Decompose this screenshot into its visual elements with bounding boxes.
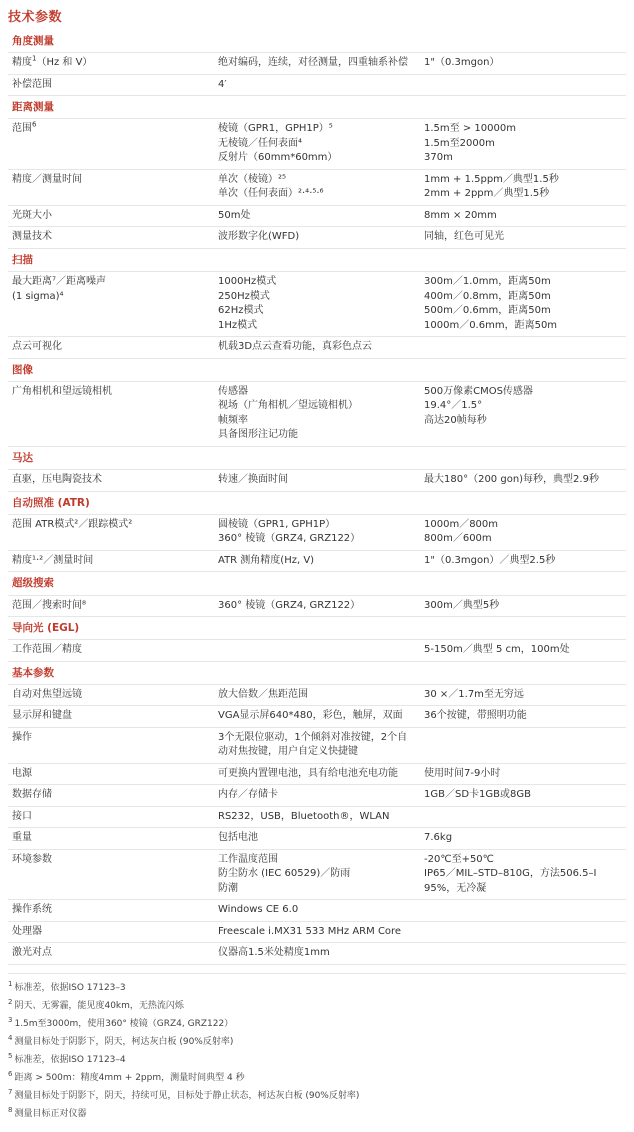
- spec-value: [420, 785, 626, 807]
- spec-label: 补偿范围: [8, 74, 214, 96]
- spec-detail-line: 仪器高1.5米处精度1mm: [218, 947, 330, 959]
- spec-value: [420, 900, 626, 922]
- spec-row: [8, 706, 626, 728]
- spec-detail-line: VGA显示屏640*480，彩色，触屏，双面: [218, 710, 403, 722]
- spec-value-line: 1"（0.3mgon）: [424, 57, 500, 69]
- spec-label: 最大距离⁷／距离噪声 (1 sigma)⁴: [8, 272, 214, 337]
- spec-row: [8, 381, 626, 446]
- section-heading: 基本参数: [8, 661, 626, 684]
- spec-detail: [214, 53, 420, 75]
- spec-value-line: 1GB／SD卡1GB或8GB: [424, 789, 531, 801]
- section-header-row: [8, 617, 626, 640]
- spec-detail: [214, 272, 420, 337]
- spec-detail-line: Freescale i.MX31 533 MHz ARM Core: [218, 925, 402, 937]
- spec-detail: [214, 706, 420, 728]
- spec-detail-line: 360° 棱镜（GRZ4, GRZ122）: [218, 599, 361, 611]
- footnote-item: [8, 1033, 626, 1051]
- spec-value: [420, 337, 626, 359]
- spec-detail-line: 50m处: [218, 209, 251, 221]
- section-heading: 扫描: [8, 248, 626, 271]
- page-title: 技术参数: [8, 10, 63, 25]
- spec-value-line: -20℃至+50℃: [424, 853, 494, 865]
- spec-detail-line: [218, 643, 416, 658]
- spec-label: 自动对焦望远镜: [8, 684, 214, 706]
- spec-value-line: 1"（0.3mgon）／典型2.5秒: [424, 554, 556, 566]
- spec-row: [8, 849, 626, 900]
- spec-value-line: 1.5m至 > 10000m: [424, 123, 516, 135]
- spec-detail-line: 内存／存储卡: [218, 789, 278, 801]
- footnote-item: [8, 1015, 626, 1033]
- spec-row: [8, 53, 626, 75]
- spec-label: 精度$^1$（Hz 和 V）: [8, 53, 214, 75]
- spec-row: [8, 169, 626, 205]
- spec-detail-line: 波形数字化(WFD): [218, 231, 300, 243]
- spec-value-line: 最大180°（200 gon)每秒，典型2.9秒: [424, 474, 599, 486]
- spec-label-line2: (1 sigma)⁴: [12, 290, 64, 302]
- spec-row: [8, 763, 626, 785]
- spec-row: [8, 943, 626, 965]
- spec-detail: [214, 684, 420, 706]
- spec-value-line: 95%，无冷凝: [424, 882, 487, 894]
- spec-value-line: 1000m／0.6mm，距离50m: [424, 319, 558, 331]
- spec-detail: [214, 119, 420, 170]
- spec-row: [8, 595, 626, 617]
- spec-value-line: [424, 925, 622, 940]
- spec-detail: [214, 900, 420, 922]
- spec-detail: [214, 227, 420, 249]
- spec-row: [8, 514, 626, 550]
- section-header-row: [8, 446, 626, 469]
- spec-value-line: 300m／1.0mm，距离50m: [424, 276, 551, 288]
- spec-value-line: 1.5m至2000m: [424, 137, 495, 149]
- footnote-number: 2: [8, 997, 13, 1006]
- spec-label: 处理器: [8, 921, 214, 943]
- spec-value-line: 800m／600m: [424, 533, 492, 545]
- spec-row: [8, 900, 626, 922]
- spec-value: [420, 943, 626, 965]
- spec-value: [420, 806, 626, 828]
- spec-value-line: [424, 428, 622, 443]
- section-heading: 导向光 (EGL): [8, 617, 626, 640]
- spec-value: [420, 227, 626, 249]
- footnote-number: 8: [8, 1105, 13, 1114]
- footnote-item: [8, 1087, 626, 1105]
- spec-value-line: 36个按键，带照明功能: [424, 710, 527, 722]
- section-header-row: [8, 248, 626, 271]
- spec-detail: [214, 205, 420, 227]
- spec-value-line: 2mm + 2ppm／典型1.5秒: [424, 188, 550, 200]
- spec-detail-line: 1000Hz模式: [218, 276, 277, 288]
- spec-value: [420, 470, 626, 492]
- spec-detail: [214, 169, 420, 205]
- spec-detail: [214, 828, 420, 850]
- section-heading: 超级搜索: [8, 572, 626, 595]
- spec-row: [8, 640, 626, 662]
- spec-detail-line: 防尘防水 (IEC 60529)／防雨: [218, 868, 351, 880]
- spec-label: 操作: [8, 727, 214, 763]
- spec-label: 重量: [8, 828, 214, 850]
- spec-row: [8, 470, 626, 492]
- footnote-text: 测量目标处于阴影下，阴天，持续可见，目标处于静止状态，柯达灰白板 (90%反射率): [14, 1090, 360, 1101]
- spec-value-line: 1mm + 1.5ppm／典型1.5秒: [424, 173, 559, 185]
- spec-value: [420, 849, 626, 900]
- spec-detail: [214, 943, 420, 965]
- spec-detail: [214, 849, 420, 900]
- spec-label: 广角相机和望远镜相机: [8, 381, 214, 446]
- spec-detail-line: 360° 棱镜（GRZ4, GRZ122）: [218, 533, 361, 545]
- spec-detail-line: 圆棱镜（GPR1, GPH1P）: [218, 518, 336, 530]
- footnote-number: 6: [8, 1069, 13, 1078]
- spec-value: [420, 514, 626, 550]
- footnote-text: 阴天、无雾霾，能见度40km，无热流闪烁: [14, 1000, 184, 1011]
- spec-detail: [214, 550, 420, 572]
- spec-label-tail: （Hz 和 V）: [36, 57, 93, 69]
- spec-value-line: 500万像素CMOS传感器: [424, 385, 533, 397]
- spec-detail: [214, 74, 420, 96]
- spec-row: [8, 785, 626, 807]
- spec-row: [8, 921, 626, 943]
- footnote-item: [8, 997, 626, 1015]
- spec-value: [420, 53, 626, 75]
- spec-detail: [214, 785, 420, 807]
- footnote-item: [8, 979, 626, 997]
- spec-value: [420, 640, 626, 662]
- spec-value: [420, 763, 626, 785]
- spec-table: [8, 30, 626, 965]
- spec-value-line: 1000m／800m: [424, 518, 499, 530]
- spec-detail-line: 250Hz模式: [218, 290, 270, 302]
- spec-detail: [214, 514, 420, 550]
- spec-label: 电源: [8, 763, 214, 785]
- spec-row: [8, 272, 626, 337]
- spec-value: [420, 205, 626, 227]
- spec-value: [420, 550, 626, 572]
- section-heading: 角度测量: [8, 30, 626, 53]
- footnote-text: 1.5m至3000m，使用360° 棱镜（GRZ4, GRZ122）: [14, 1018, 234, 1029]
- spec-value-line: [424, 340, 622, 355]
- footnote-text: 标准差，依据ISO 17123–4: [14, 1054, 126, 1065]
- footnote-number: 5: [8, 1051, 13, 1060]
- section-header-row: [8, 96, 626, 119]
- spec-value-line: 使用时间7-9小时: [424, 767, 501, 779]
- spec-value: [420, 595, 626, 617]
- spec-detail-line: 放大倍数／焦距范围: [218, 688, 308, 700]
- spec-detail-line: 单次（任何表面）²·⁴·⁵·⁶: [218, 188, 324, 200]
- footnote-item: [8, 1069, 626, 1087]
- spec-value: [420, 381, 626, 446]
- section-heading: 马达: [8, 446, 626, 469]
- spec-value: [420, 921, 626, 943]
- footnote-number: 7: [8, 1087, 13, 1096]
- spec-row: [8, 828, 626, 850]
- spec-detail: [214, 806, 420, 828]
- section-heading: 自动照准 (ATR): [8, 491, 626, 514]
- footnote-number: 1: [8, 979, 13, 988]
- footnote-number: 4: [8, 1033, 13, 1042]
- spec-value-line: [424, 946, 622, 961]
- spec-label: 光斑大小: [8, 205, 214, 227]
- spec-row: [8, 74, 626, 96]
- footnote-marker: 6: [32, 121, 37, 130]
- spec-detail: [214, 640, 420, 662]
- section-header-row: [8, 30, 626, 53]
- section-header-row: [8, 661, 626, 684]
- footnotes: [8, 973, 626, 1123]
- spec-value: [420, 74, 626, 96]
- spec-value-line: 500m／0.6mm，距离50m: [424, 305, 551, 317]
- spec-value: [420, 727, 626, 763]
- spec-row: [8, 684, 626, 706]
- spec-detail-line: ATR 测角精度(Hz, V): [218, 554, 315, 566]
- spec-value-line: 19.4°／1.5°: [424, 400, 483, 412]
- spec-label: 操作系统: [8, 900, 214, 922]
- spec-value: [420, 684, 626, 706]
- spec-value-line: [424, 903, 622, 918]
- footnote-text: 测量目标处于阴影下，阴天，柯达灰白板 (90%反射率): [14, 1036, 234, 1047]
- spec-label: 范围 ATR模式²／跟踪模式²: [8, 514, 214, 550]
- section-header-row: [8, 572, 626, 595]
- footnote-item: [8, 1105, 626, 1123]
- spec-detail-line: 机载3D点云查看功能，真彩色点云: [218, 341, 373, 353]
- section-header-row: [8, 491, 626, 514]
- spec-detail-line: 可更换内置锂电池，具有给电池充电功能: [218, 767, 398, 779]
- spec-row: [8, 337, 626, 359]
- spec-detail-line: 工作温度范围: [218, 853, 278, 865]
- spec-value-line: 300m／典型5秒: [424, 599, 500, 611]
- spec-row: [8, 806, 626, 828]
- spec-detail-line: 转速／换面时间: [218, 474, 288, 486]
- spec-detail-line: 反射片（60mm*60mm）: [218, 152, 338, 164]
- spec-value-line: 370m: [424, 152, 453, 164]
- footnote-marker: 1: [32, 54, 37, 63]
- spec-table-body: [8, 30, 626, 964]
- spec-label: 精度／测量时间: [8, 169, 214, 205]
- spec-value-line: 30 ×／1.7m至无穷远: [424, 688, 524, 700]
- spec-label: 环境参数: [8, 849, 214, 900]
- spec-detail: [214, 470, 420, 492]
- spec-value-line: 5-150m／典型 5 cm，100m处: [424, 644, 570, 656]
- section-header-row: [8, 358, 626, 381]
- spec-value-line: [424, 78, 622, 93]
- spec-detail: [214, 595, 420, 617]
- spec-row: [8, 550, 626, 572]
- spec-label: 范围$^6$: [8, 119, 214, 170]
- footnote-text: 测量目标正对仪器: [14, 1108, 87, 1119]
- spec-detail-line: 具备图形注记功能: [218, 429, 298, 441]
- spec-detail-line: 单次（棱镜）²⁵: [218, 173, 287, 185]
- spec-label: 激光对点: [8, 943, 214, 965]
- spec-label: 范围／搜索时间⁸: [8, 595, 214, 617]
- spec-detail-line: 4′: [218, 78, 227, 90]
- spec-label: 工作范围／精度: [8, 640, 214, 662]
- spec-value: [420, 272, 626, 337]
- spec-detail: [214, 337, 420, 359]
- footnote-text: 标准差，依据ISO 17123–3: [14, 982, 126, 993]
- spec-value-line: [424, 731, 622, 746]
- spec-label: 直驱，压电陶瓷技术: [8, 470, 214, 492]
- spec-detail-line: 传感器: [218, 385, 248, 397]
- spec-label: 数据存储: [8, 785, 214, 807]
- spec-detail: [214, 763, 420, 785]
- spec-value-line: 8mm × 20mm: [424, 209, 497, 221]
- footnote-item: [8, 1051, 626, 1069]
- spec-row: [8, 119, 626, 170]
- spec-detail-line: 无棱镜／任何表面⁴: [218, 137, 303, 149]
- spec-detail-line: Windows CE 6.0: [218, 904, 299, 916]
- spec-row: [8, 727, 626, 763]
- spec-detail-line: RS232，USB，Bluetooth®，WLAN: [218, 810, 390, 822]
- spec-value-line: 400m／0.8mm，距离50m: [424, 290, 551, 302]
- footnote-number: 3: [8, 1015, 13, 1024]
- spec-row: [8, 227, 626, 249]
- spec-value: [420, 706, 626, 728]
- spec-detail: [214, 381, 420, 446]
- spec-value-line: IP65／MIL–STD–810G，方法506.5–I: [424, 868, 597, 880]
- spec-value: [420, 828, 626, 850]
- spec-label: 接口: [8, 806, 214, 828]
- section-heading: 图像: [8, 358, 626, 381]
- spec-detail: [214, 727, 420, 763]
- spec-detail-line: 1Hz模式: [218, 319, 258, 331]
- spec-label: 测量技术: [8, 227, 214, 249]
- spec-value-line: [424, 810, 622, 825]
- spec-detail-line: 棱镜（GPR1，GPH1P）⁵: [218, 123, 333, 135]
- spec-value-line: 7.6kg: [424, 832, 453, 844]
- spec-value: [420, 169, 626, 205]
- section-heading: 距离测量: [8, 96, 626, 119]
- footnote-text: 距离 > 500m：精度4mm + 2ppm，测量时间典型 4 秒: [14, 1072, 245, 1083]
- spec-detail-line: 包括电池: [218, 832, 258, 844]
- spec-detail-line: 3个无限位驱动，1个倾斜对准按键，2个自动对焦按键，用户自定义快捷键: [218, 731, 408, 758]
- spec-value-line: 高达20帧每秒: [424, 414, 487, 426]
- spec-detail-line: 视场（广角相机／望远镜相机）: [218, 400, 358, 412]
- spec-label: 点云可视化: [8, 337, 214, 359]
- spec-label: 显示屏和键盘: [8, 706, 214, 728]
- spec-detail: [214, 921, 420, 943]
- spec-value-line: 同轴，红色可见光: [424, 231, 504, 243]
- spec-label: 精度¹·²／测量时间: [8, 550, 214, 572]
- spec-detail-line: 帧频率: [218, 414, 248, 426]
- spec-detail-line: 62Hz模式: [218, 305, 264, 317]
- spec-detail-line: 绝对编码，连续，对径测量，四重轴系补偿: [218, 57, 408, 69]
- spec-detail-line: 防潮: [218, 882, 238, 894]
- spec-value: [420, 119, 626, 170]
- spec-row: [8, 205, 626, 227]
